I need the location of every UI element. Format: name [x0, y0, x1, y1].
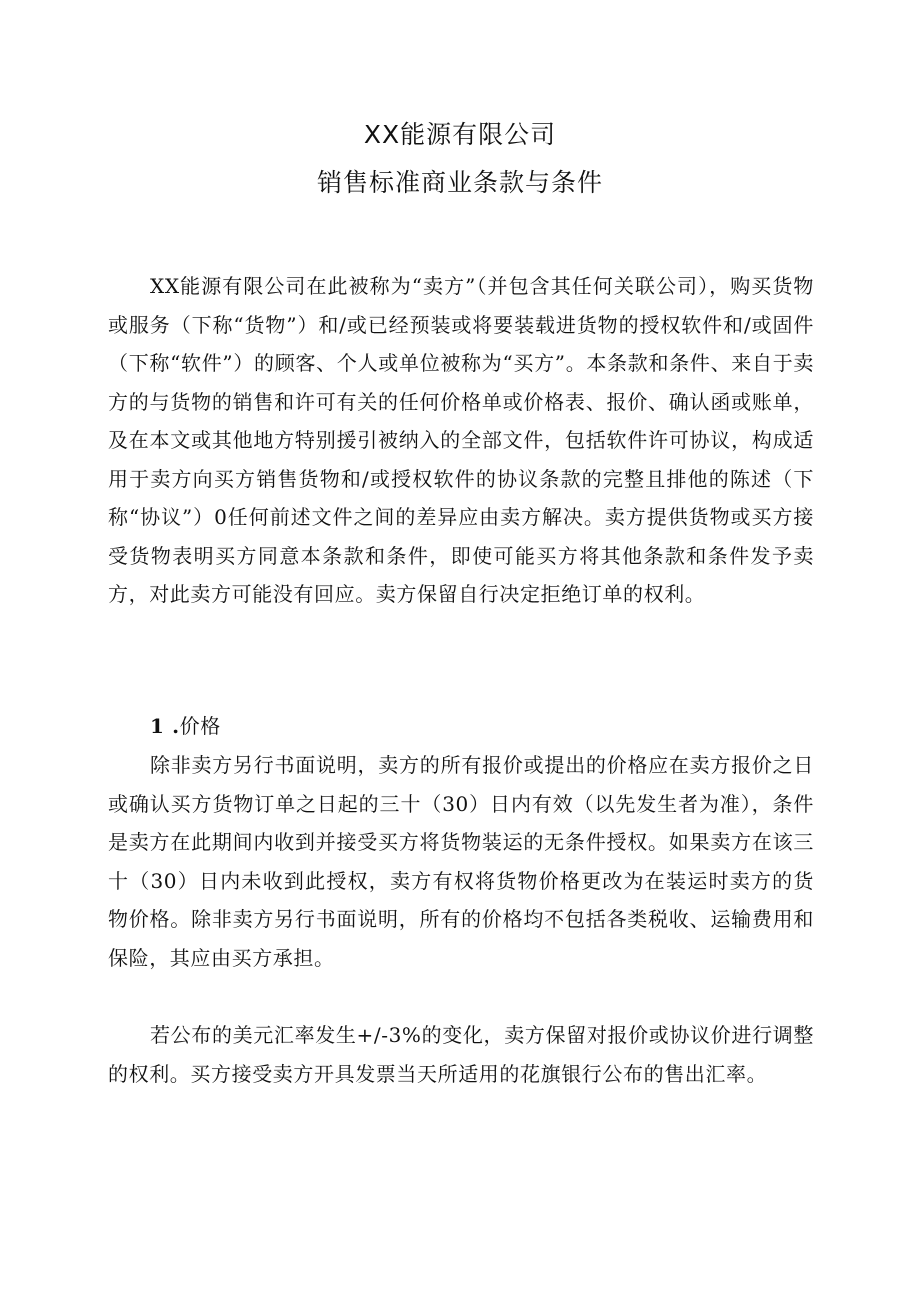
document-subtitle: 销售标准商业条款与条件 — [316, 168, 603, 197]
title-block — [0, 120, 920, 198]
intro-paragraph: XX能源有限公司在此被称为“卖方”（并包含其任何关联公司），购买货物或服务（下称“货物”）和/或已经预装或将要装载进货物的授权软件和/或固件（下称“软件”）的顾客、个人或单位被称为“买方”。本条款和条件、来自于卖方的与货物的销售和许可有关的任何价格单或价格表、报价、确认函或账单，及在本文或其他地方特别援引被纳入的全部文件，包括软件许可协议，构成适用于卖方向买方销售货物和/或授权软件的协议条款的完整且排他的陈述（下称“协议”）0任何前述文件之间的差异应由卖方解决。卖方提供货物或买方接受货物表明买方同意本条款和条件，即使可能买方将其他条款和条件发予卖方，对此卖方可能没有回应。卖方保留自行决定拒绝订单的权利。 — [108, 274, 814, 606]
section-1-paragraph-1: 除非卖方另行书面说明，卖方的所有报价或提出的价格应在卖方报价之日或确认买方货物订单之日起的三十（30）日内有效（以先发生者为准），条件是卖方在此期间内收到并接受买方将货物装运的无条件授权。如果卖方在该三十（30）日内未收到此授权，卖方有权将货物价格更改为在装运时卖方的货物价格。除非卖方另行书面说明，所有的价格均不包括各类税收、运输费用和保险，其应由买方承担。 — [108, 753, 814, 970]
company-title: XX能源有限公司 — [363, 120, 557, 149]
intro-section — [108, 267, 814, 614]
section-1-title: 价格 — [179, 714, 221, 738]
section-1-body-2 — [108, 1016, 814, 1093]
section-1-paragraph-2: 若公布的美元汇率发生+/-3%的变化，卖方保留对报价或协议价进行调整的权利。买方接受卖方开具发票当天所适用的花旗银行公布的售出汇率。 — [108, 1023, 814, 1086]
section-1-body — [108, 746, 814, 977]
section-1-heading — [150, 707, 221, 745]
section-1-number: 1 . — [150, 714, 180, 738]
